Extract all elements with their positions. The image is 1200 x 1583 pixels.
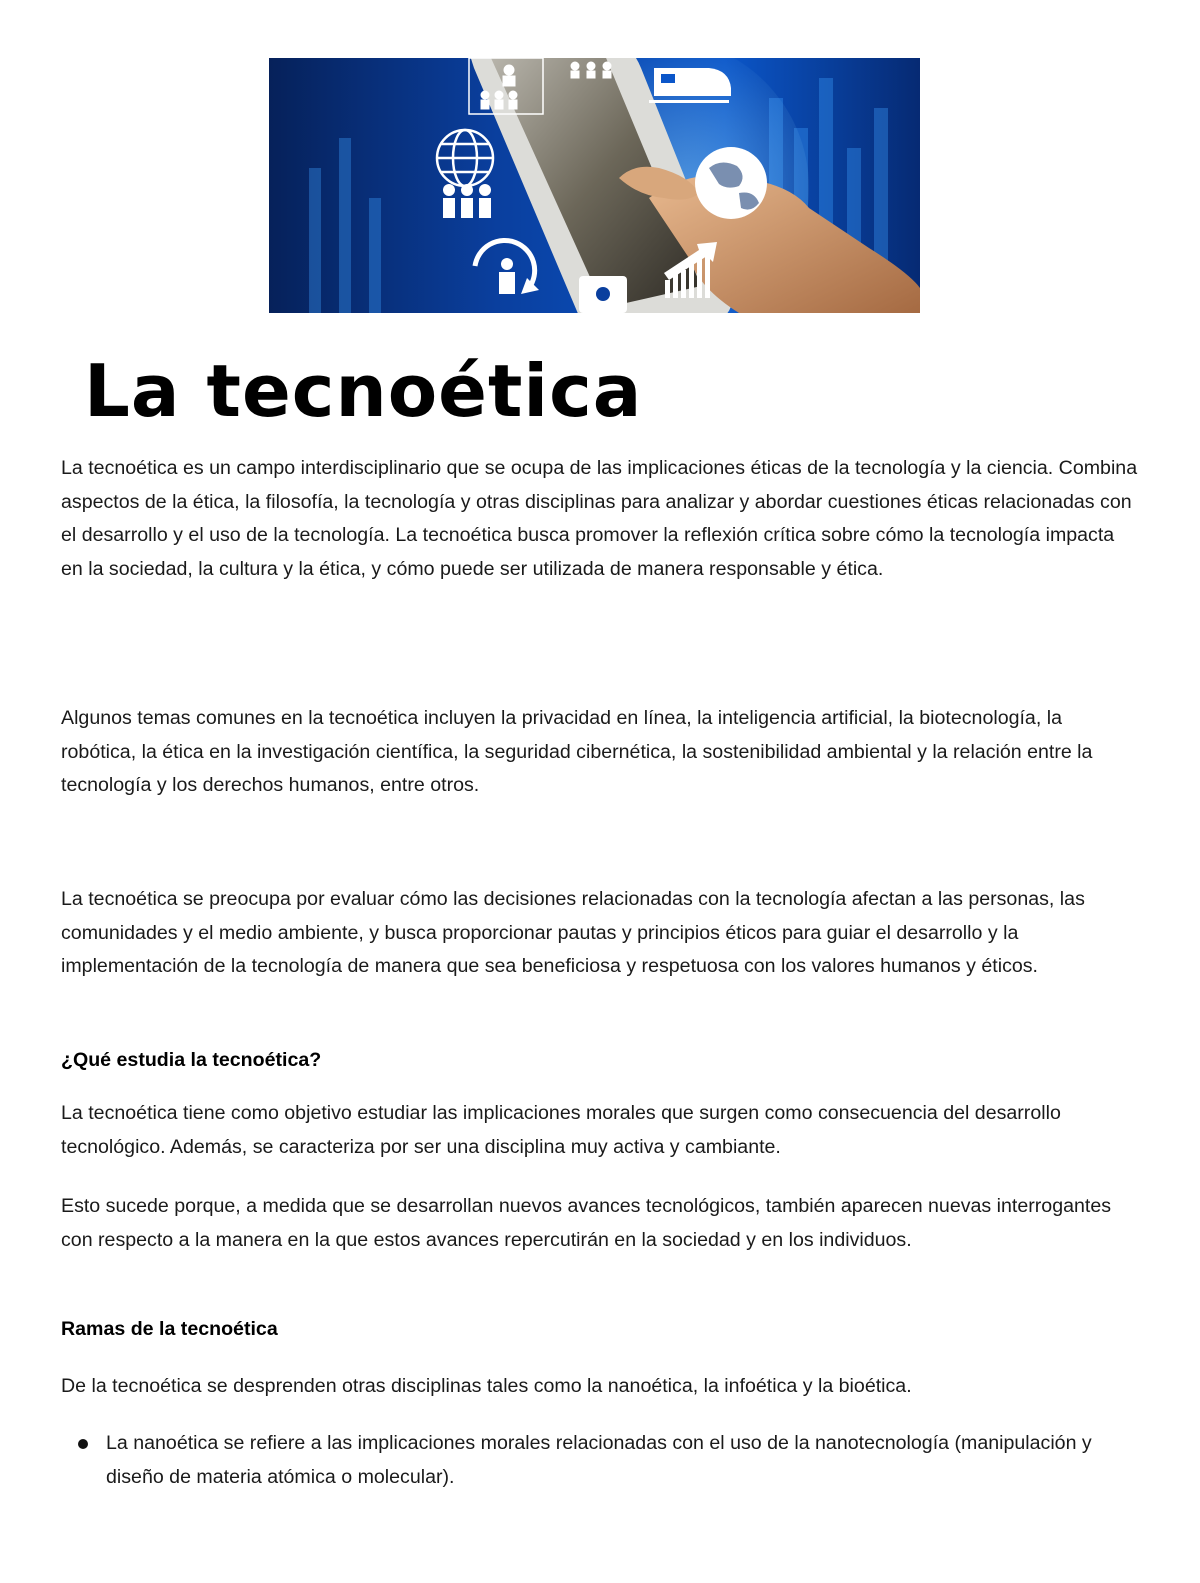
- section-heading-what-studies: ¿Qué estudia la tecnoética?: [61, 1049, 322, 1071]
- branches-paragraph: De la tecnoética se desprenden otras disciplinas tales como la nanoética, la infoética y la bioética.: [61, 1375, 912, 1397]
- objective-paragraph: La tecnoética tiene como objetivo estudiar las implicaciones morales que surgen como consecuencia del desarrollo tecnológico. Además, se caracteriza por ser una disciplina muy activa y cambiante.: [61, 1102, 1061, 1158]
- header-banner-image: [269, 58, 920, 313]
- concerns-paragraph: La tecnoética se preocupa por evaluar cómo las decisiones relacionadas con la tecnología afectan a las personas, las comunidades y el medio ambiente, y busca proporcionar pautas y principios éticos para guiar el desarrollo y la implementación de la tecnología de manera que sea beneficiosa y respetuosa con los valores humanos y éticos.: [61, 888, 1085, 977]
- bullet-dot-icon: [78, 1439, 88, 1449]
- person-card-icon: [579, 276, 627, 313]
- people-row-icon: [443, 184, 491, 218]
- intro-paragraph: La tecnoética es un campo interdisciplinario que se ocupa de las implicaciones éticas de la tecnología y la ciencia. Combina aspectos de la ética, la filosofía, la tecnología y otras disciplinas para analizar y abordar cuestiones éticas relacionadas con el desarrollo y el uso de la tecnología. La tecnoética busca promover la reflexión crítica sobre cómo la tecnología impacta en la sociedad, la cultura y la ética, y cómo puede ser utilizada de manera responsable y ética.: [61, 457, 1138, 580]
- technology-banner-illustration: [269, 58, 920, 313]
- list-item-text: La nanoética se refiere a las implicaciones morales relacionadas con el uso de la nanotecnología (manipulación y diseño de materia atómica o molecular).: [106, 1432, 1092, 1488]
- list-item: [74, 1427, 1144, 1494]
- reason-paragraph: Esto sucede porque, a medida que se desarrollan nuevos avances tecnológicos, también aparecen nuevas interrogantes con respecto a la manera en la que estos avances repercutirán en la sociedad y en los individuos.: [61, 1195, 1112, 1251]
- page-title: La tecnoética: [84, 349, 643, 433]
- world-map-icon: [695, 147, 767, 219]
- topics-paragraph: Algunos temas comunes en la tecnoética incluyen la privacidad en línea, la inteligencia artificial, la biotecnología, la robótica, la ética en la investigación científica, la seguridad cibernética, la sostenibilidad ambiental y la relación entre la tecnología y los derechos humanos, entre otros.: [61, 707, 1093, 796]
- section-heading-branches: Ramas de la tecnoética: [61, 1318, 278, 1340]
